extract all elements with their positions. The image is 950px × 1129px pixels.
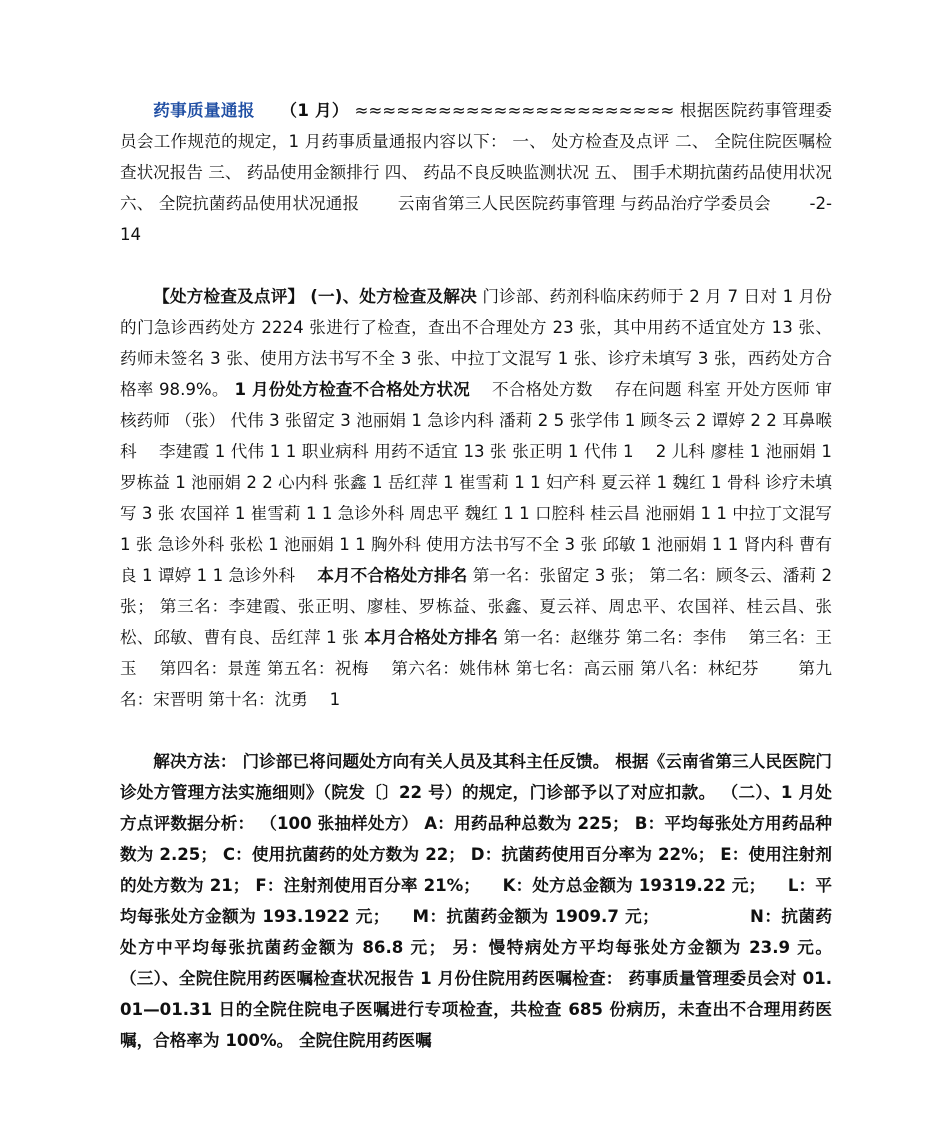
decorative-divider: ≈≈≈≈≈≈≈≈≈≈≈≈≈≈≈≈≈≈≈≈≈≈≈ — [354, 101, 675, 120]
inspection-paragraph — [120, 281, 832, 715]
report-title: 药事质量通报 — [153, 101, 255, 120]
intro-body: 根据医院药事管理委员会工作规范的规定，1 月药事质量通报内容以下： 一、 处方检查及点评 二、 全院住院医嘱检查状况报告 三、 药品使用金额排行 四、 药品不良反映监测状况 五、 围手术期抗菌药品使用状况 六、 全院抗菌药品使用状况通报 云南省第三人民医院药事管理 与药品治疗学委员会 -2-14 — [120, 101, 833, 244]
inspection-summary: 门诊部、药剂科临床药师于 2 月 7 日对 1 月份的门急诊西药处方 2224 张进行了检查，查出不合理处方 23 张，其中用药不适宜处方 13 张、药师未签名 3 张、使用方法书写不全 3 张、中拉丁文混写 1 张、诊疗未填写 3 张，西药处方合格率 98.9%。 — [120, 287, 832, 399]
inspection-table-heading: 1 月份处方检查不合格处方状况 — [228, 380, 470, 399]
document-page — [120, 95, 832, 1056]
report-month: （1 月） — [288, 101, 349, 120]
intro-paragraph — [120, 95, 832, 250]
good-rank-body: 第一名：赵继芬 第二名：李伟 第三名：王玉 第四名：景莲 第五名：祝梅 第六名：姚伟林 第七名：高云丽 第八名：林纪芬 第九名：宋晋明 第十名：沈勇 1 — [120, 628, 832, 709]
inspection-heading: 【处方检查及点评】 (一)、处方检查及解决 — [153, 287, 477, 306]
bad-rank-body: 第一名：张留定 3 张； 第二名：顾冬云、潘莉 2 张； 第三名：李建霞、张正明、廖桂、罗栋益、张鑫、夏云祥、周忠平、农国祥、桂云昌、张松、邱敏、曹有良、岳红萍 1 张 — [120, 566, 832, 647]
bad-rank-heading: 本月不合格处方排名 — [317, 566, 468, 585]
good-rank-heading: 本月合格处方排名 — [364, 628, 499, 647]
inspection-table-text: 不合格处方数 存在问题 科室 开处方医师 审核药师 （张） 代伟 3 张留定 3 池丽娟 1 急诊内科 潘莉 2 5 张学伟 1 顾冬云 2 谭婷 2 2 耳鼻喉科 李建霞 1 代伟 1 1 职业病科 用药不适宜 13 张 张正明 1 代伟 1 2 儿科 廖桂 1 池丽娟 1 罗栋益 1 池丽娟 2 2 心内科 张鑫 1 岳红萍 1 崔雪莉 1 1 妇产科 夏云祥 1 魏红 1 骨科 诊疗未填写 3 张 农国祥 1 崔雪莉 1 1 急诊外科 周忠平 魏红 1 1 口腔科 桂云昌 池丽娟 1 1 中拉丁文混写 1 张 急诊外科 张松 1 池丽娟 1 1 胸外科 使用方法书写不全 3 张 邱敏 1 池丽娟 1 1 肾内科 曹有良 1 谭婷 1 1 急诊外科 — [120, 380, 833, 585]
resolution-paragraph: 解决方法： 门诊部已将问题处方向有关人员及其科主任反馈。 根据《云南省第三人民医院门诊处方管理方法实施细则》（院发〔〕22 号）的规定，门诊部予以了对应扣款。 （二）、1 月处方点评数据分析： （100 张抽样处方） A：用药品种总数为 225； B：平均每张处方用药品种数为 2.25； C：使用抗菌药的处方数为 22； D：抗菌药使用百分率为 22%； E：使用注射剂的处方数为 21； F：注射剂使用百分率 21%； K：处方总金额为 19319.22 元； L：平均每张处方金额为 193.1922 元； M：抗菌药金额为 1909.7 元； N：抗菌药处方中平均每张抗菌药金额为 86.8 元； 另：慢特病处方平均每张处方金额为 23.9 元。 （三）、全院住院用药医嘱检查状况报告 1 月份住院用药医嘱检查： 药事质量管理委员会对 01.01—01.31 日的全院住院电子医嘱进行专项检查，共检查 685 份病历，未查出不合理用药医嘱，合格率为 100%。 全院住院用药医嘱 — [120, 752, 832, 1050]
